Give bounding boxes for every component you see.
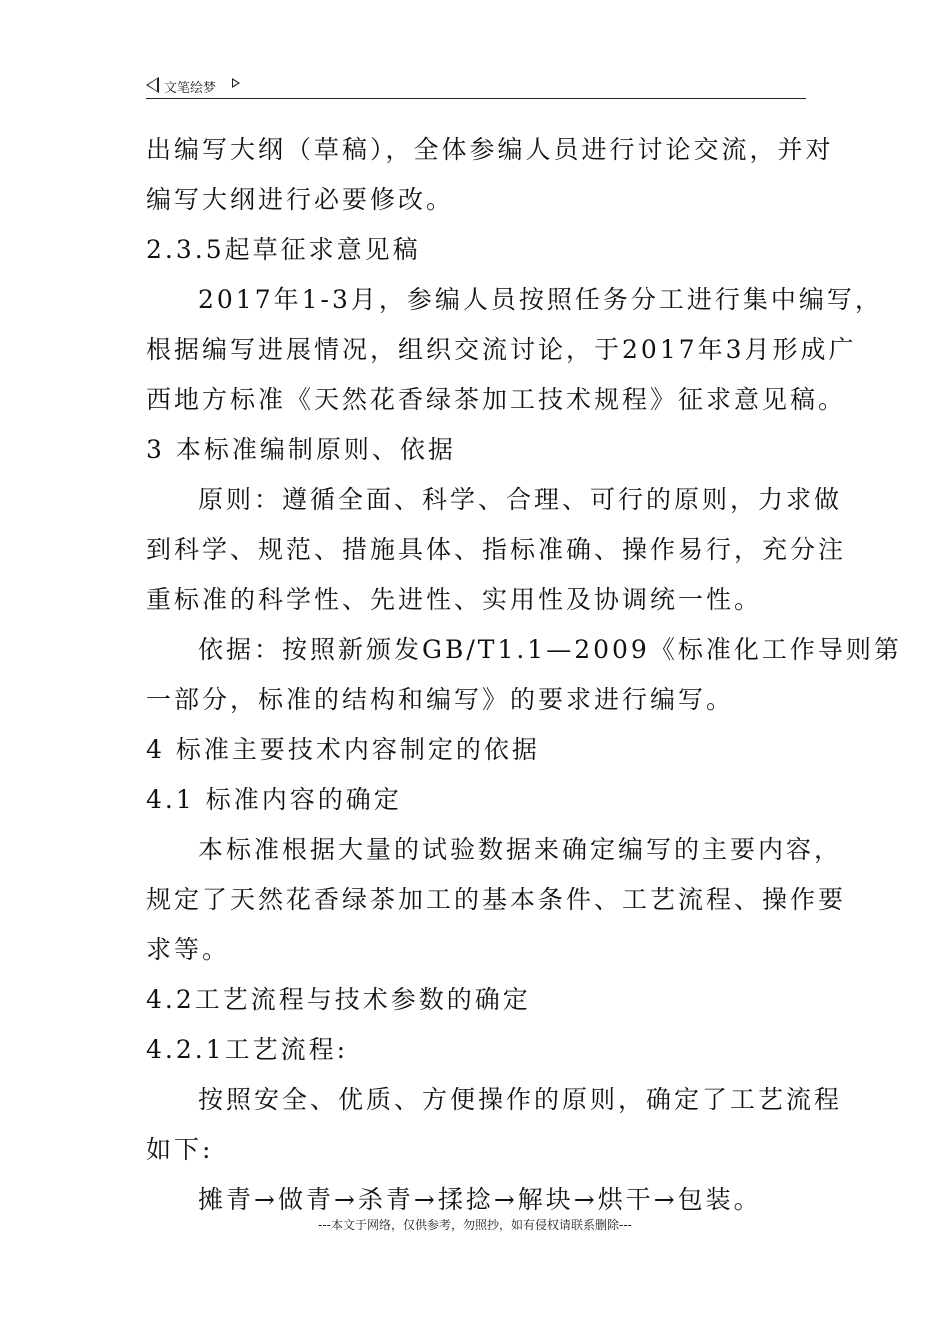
header-brand: 文笔绘梦 (164, 81, 217, 96)
paragraph-line: 到科学、规范、措施具体、指标准确、操作易行，充分注 (146, 535, 847, 564)
paragraph-line: 西地方标准《天然花香绿茶加工技术规程》征求意见稿。 (146, 385, 847, 414)
section-heading: 4 标准主要技术内容制定的依据 (146, 735, 540, 764)
triangle-left-icon (146, 77, 159, 93)
paragraph-line: 原则：遵循全面、科学、合理、可行的原则，力求做 (198, 485, 843, 514)
process-flow-line: 摊青→做青→杀青→揉捻→解块→烘干→包装。 (198, 1185, 762, 1214)
section-heading: 3 本标准编制原则、依据 (146, 435, 456, 464)
section-heading: 4.1 标准内容的确定 (146, 785, 402, 814)
paragraph-line: 一部分，标准的结构和编写》的要求进行编写。 (146, 685, 735, 714)
paragraph-line: 依据：按照新颁发GB/T1.1—2009《标准化工作导则第 (198, 635, 902, 664)
triangle-right-icon (232, 78, 240, 88)
section-heading: 4.2.1工艺流程: (146, 1035, 349, 1064)
paragraph-line: 按照安全、优质、方便操作的原则，确定了工艺流程 (198, 1085, 843, 1114)
paragraph-line: 如下: (146, 1135, 214, 1164)
paragraph-line: 2017年1-3月，参编人员按照任务分工进行集中编写， (198, 285, 883, 314)
paragraph-line: 出编写大纲（草稿），全体参编人员进行讨论交流，并对 (146, 135, 834, 164)
page-footer-disclaimer: ---本文于网络，仅供参考，勿照抄，如有侵权请联系删除--- (318, 1218, 632, 1232)
paragraph-line: 根据编写进展情况，组织交流讨论，于2017年3月形成广 (146, 335, 857, 364)
page-header (146, 72, 806, 99)
document-body (146, 125, 902, 1225)
paragraph-line: 求等。 (146, 935, 231, 964)
paragraph-line: 规定了天然花香绿茶加工的基本条件、工艺流程、操作要 (146, 885, 847, 914)
section-heading: 2.3.5起草征求意见稿 (146, 235, 421, 264)
paragraph-line: 编写大纲进行必要修改。 (146, 185, 455, 214)
section-heading: 4.2工艺流程与技术参数的确定 (146, 985, 531, 1014)
paragraph-line: 重标准的科学性、先进性、实用性及协调统一性。 (146, 585, 763, 614)
paragraph-line: 本标准根据大量的试验数据来确定编写的主要内容， (198, 835, 843, 864)
